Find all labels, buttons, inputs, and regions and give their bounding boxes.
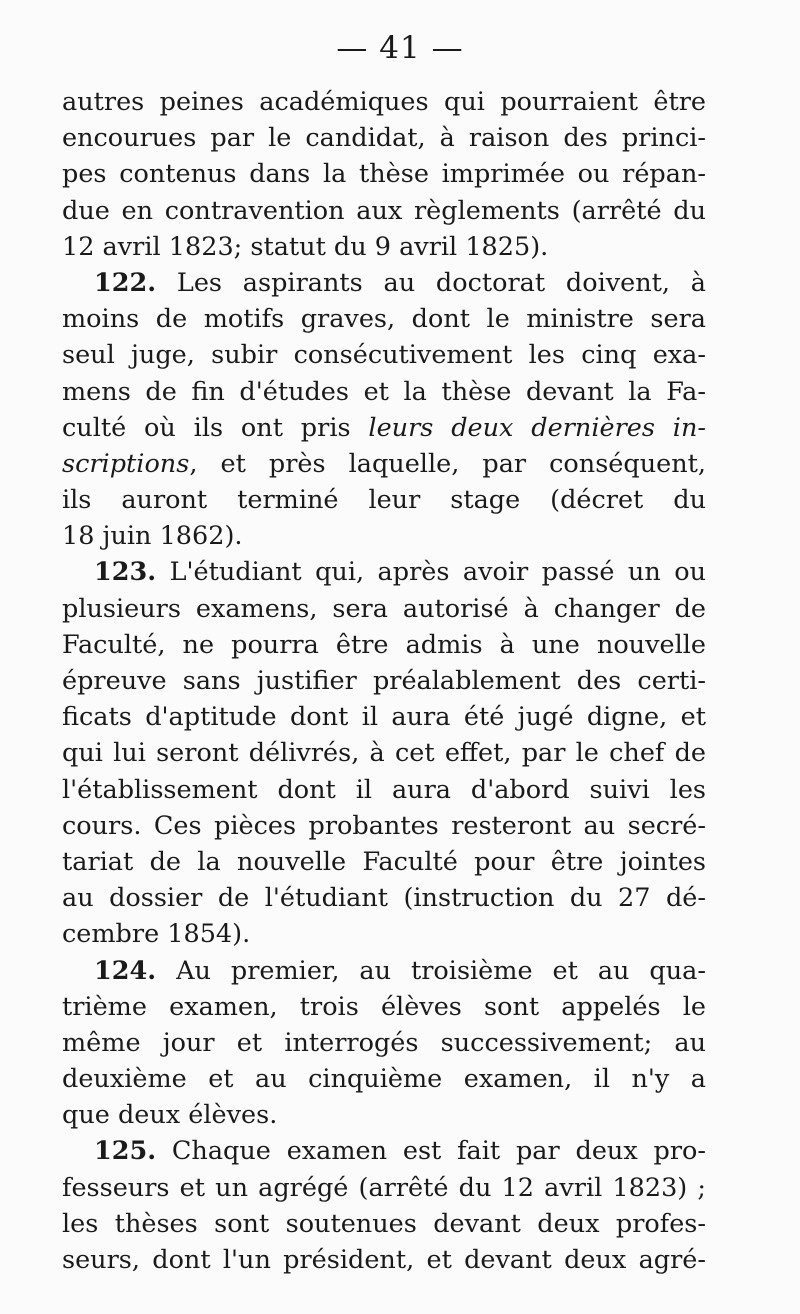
text-run: L'étudiant qui, après avoir passé un ou (156, 557, 706, 588)
text-line (62, 1025, 706, 1061)
text-run: trième examen, trois élèves sont appelés le (62, 991, 706, 1022)
text-line (62, 518, 706, 554)
text-run: fesseurs et un agrégé (arrêté du 12 avril 1823) ; (62, 1172, 706, 1203)
text-run: même jour et interrogés successivement; au (62, 1027, 706, 1058)
text-run: que deux élèves. (62, 1100, 278, 1131)
text-line (62, 193, 706, 229)
text-run: épreuve sans justifier préalablement des certi- (62, 666, 706, 696)
text-run: les thèses sont soutenues devant deux profes- (62, 1208, 706, 1239)
text-line (62, 482, 706, 518)
text-run: autres peines académiques qui pourraient être (62, 87, 706, 117)
text-line (62, 880, 706, 916)
text-run: pes contenus dans la thèse imprimée ou répan- (62, 159, 706, 190)
text-run: leurs deux dernières in- (368, 412, 706, 443)
text-line (62, 953, 706, 989)
article-number: 122. (94, 267, 157, 298)
text-run: ficats d'aptitude dont il aura été jugé digne, et (62, 702, 706, 733)
text-run: encourues par le candidat, à raison des princi- (62, 123, 706, 154)
text-line (62, 1061, 706, 1097)
text-run: Faculté, ne pourra être admis à une nouvelle (62, 629, 706, 660)
text-run: au dossier de l'étudiant (instruction du 27 dé- (62, 883, 706, 914)
text-line (62, 446, 706, 482)
text-line (62, 591, 706, 627)
text-line (62, 1242, 706, 1278)
text-line (62, 120, 706, 156)
text-run: 18 juin 1862). (62, 521, 243, 552)
text-line (62, 808, 706, 844)
text-run: ils auront terminé leur stage (décret du (62, 485, 706, 516)
text-line (62, 627, 706, 663)
text-line (62, 156, 706, 192)
text-run: mens de fin d'études et la thèse devant la Fa- (62, 376, 706, 407)
text-run: due en contravention aux règlements (arrêté du (62, 195, 706, 226)
text-run: culté où ils ont pris (62, 412, 369, 443)
text-run: tariat de la nouvelle Faculté pour être jointes (62, 846, 706, 877)
article-number: 123. (94, 557, 157, 588)
text-line (62, 554, 706, 590)
text-line (62, 1170, 706, 1206)
text-run: plusieurs examens, sera autorisé à changer de (62, 593, 706, 624)
text-run: Au premier, au troisième et au qua- (156, 955, 706, 986)
text-run: seurs, dont l'un président, et devant deux agré- (62, 1245, 706, 1275)
text-run: deuxième et au cinquième examen, il n'y a (62, 1064, 706, 1095)
text-run: , et près laquelle, par conséquent, (189, 448, 706, 479)
text-line (62, 1133, 706, 1169)
text-run: seul juge, subir consécutivement les cinq exa- (62, 340, 706, 371)
text-run: 12 avril 1823; statut du 9 avril 1825). (62, 231, 549, 262)
text-line (62, 84, 706, 120)
text-run: Les aspirants au doctorat doivent, à (156, 267, 706, 298)
text-line (62, 663, 706, 699)
text-line (62, 1097, 706, 1133)
body-text (62, 84, 706, 1278)
text-line (62, 989, 706, 1025)
text-line (62, 735, 706, 771)
text-line (62, 301, 706, 337)
text-line (62, 410, 706, 446)
text-line (62, 699, 706, 735)
text-run: qui lui seront délivrés, à cet effet, par le chef de (62, 738, 706, 769)
text-run: cembre 1854). (62, 919, 251, 950)
text-line (62, 337, 706, 373)
text-run: l'établissement dont il aura d'abord suivi les (62, 774, 706, 805)
text-run: moins de motifs graves, dont le ministre sera (62, 304, 706, 335)
text-line (62, 1206, 706, 1242)
text-line (62, 229, 706, 265)
page-number-header: — 41 — (336, 30, 464, 66)
text-line (62, 374, 706, 410)
text-line (62, 772, 706, 808)
article-number: 124. (94, 955, 157, 986)
text-line (62, 265, 706, 301)
article-number: 125. (94, 1136, 157, 1167)
text-run: cours. Ces pièces probantes resteront au secré- (62, 810, 706, 841)
text-line (62, 916, 706, 952)
text-run: Chaque examen est fait par deux pro- (156, 1136, 706, 1167)
text-line (62, 844, 706, 880)
text-run: scriptions (62, 448, 190, 479)
